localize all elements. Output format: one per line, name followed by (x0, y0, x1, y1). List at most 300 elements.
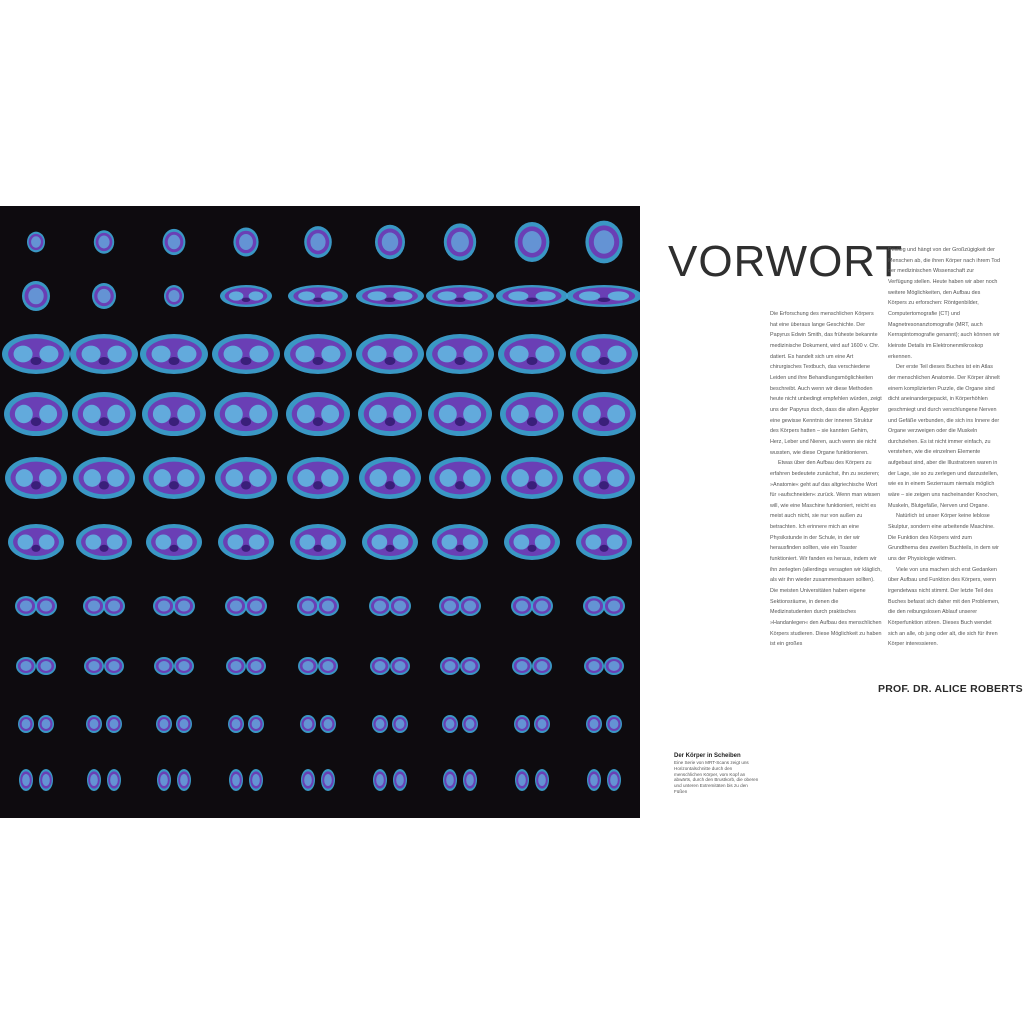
slice-spine (455, 417, 465, 426)
slice-core (251, 661, 262, 671)
slice-core (169, 290, 180, 302)
slice-core (31, 236, 41, 247)
slice-core (97, 289, 110, 303)
mri-slice (27, 232, 45, 253)
slice-organ (583, 405, 601, 423)
paragraph: Die Erforschung des menschlichen Körpers hat eine überaus lange Geschichte. Der Papyrus Edwin Smith, das früheste bekannte medizinische Dokument, wird auf 1600 v. Chr. datiert. Es handelt sich um eine Art chirurgisches Textbuch, das verschiedene Leiden und ihre Behandlungsmöglichkeiten beschreibt. Auch wenn wir diese Methoden heute nicht unbedingt empfehlen würden, zeigt uns der Papyrus doch, dass die alten Ägypter eine gewisse Kenntnis der inneren Struktur des Körpers hatten – sie kannten Gehirn, Herz, Leber und Nieren, auch wenn sie nicht wussten, wie diese Organe funktionieren. (770, 311, 882, 456)
slice-organ (177, 405, 195, 423)
mri-slice (218, 524, 274, 560)
slice-spine (455, 298, 466, 302)
slice-organ (536, 291, 556, 300)
slice-core (322, 601, 334, 612)
mri-slice (426, 334, 494, 374)
slice-core (90, 774, 98, 786)
slice-organ (463, 405, 481, 423)
slice-spine (313, 481, 323, 489)
slice-spine (528, 545, 537, 552)
slice-organ (607, 346, 626, 363)
mri-slice (443, 769, 477, 791)
slice-spine (31, 417, 41, 426)
slice-spine (455, 357, 466, 365)
slice-organ (298, 291, 315, 300)
mri-slice (4, 392, 68, 436)
slice-core (178, 601, 190, 612)
mri-slice (287, 457, 349, 499)
mri-slice (297, 596, 339, 616)
mri-scan-figure (0, 206, 640, 818)
slice-organ (225, 405, 243, 423)
slice-spine (599, 417, 609, 426)
paragraph: Viele von uns machen sich erst Gedanken über Aufbau und Funktion des Körpers, wenn irgendetwas nicht stimmt. Der letzte Teil des Buches befasst sich daher mit den Problemen, die den reibungslosen Ablauf unserer Körperfunktion stören. Dieses Buch wendet sich an alle, ob jung oder alt, die sich für ihren Körper interessieren. (888, 566, 1000, 648)
mri-slice (286, 392, 350, 436)
slice-organ (608, 291, 629, 300)
slice-core (22, 719, 31, 729)
slice-organ (582, 346, 601, 363)
slice-organ (297, 405, 315, 423)
mri-slice (212, 334, 280, 374)
mri-slice (92, 283, 116, 309)
slice-spine (31, 481, 41, 489)
slice-spine (170, 545, 179, 552)
slice-spine (241, 417, 251, 426)
slice-core (110, 719, 119, 729)
mri-slice (584, 657, 624, 675)
slice-core (522, 231, 541, 253)
slice-core (610, 774, 618, 786)
slice-core (42, 719, 51, 729)
slice-spine (31, 357, 42, 365)
mri-slice (514, 715, 550, 733)
slice-organ (249, 405, 267, 423)
slice-organ (321, 469, 338, 487)
mri-slice (501, 457, 563, 499)
slice-organ (226, 469, 243, 487)
mri-slice (284, 334, 352, 374)
mri-slice (94, 230, 114, 253)
mri-slice (233, 228, 258, 257)
slice-core (252, 774, 260, 786)
mri-slice (356, 285, 424, 307)
slice-organ (607, 405, 625, 423)
slice-core (42, 774, 50, 786)
page-title: VORWORT (668, 237, 904, 286)
mri-slice (154, 657, 194, 675)
paragraph: Etwas über den Aufbau des Körpers zu erfahren bedeutete zunächst, ihn zu sezieren; »Anatomie« geht auf das altgriechische Wort für »aufschneiden« zurück. Wenn man wissen will, wie eine Maschine funktioniert, reicht es meist auch nicht, sie nur von außen zu betrachten. Ich erinnere mich an eine Physikstunde in der Schule, in der wir herausfinden sollten, wie ein Toaster funktioniert. Wir fanden es heraus, indem wir ihn zerlegten (allerdings versagten wir kläglich, als wir ihn wieder zusammenbauen sollten). Die meisten Universitäten haben eigene Sektionsräume, in denen die Medizinstudenten durch praktisches »Handanlegen« den Aufbau des menschlichen Körpers studieren. Diese Möglichkeit zu haben ist ein großes (770, 460, 882, 648)
paragraph: Der erste Teil dieses Buches ist ein Atlas der menschlichen Anatomie. Der Körper ähnelt einem komplizierten Puzzle, die Organe sind dicht aneinandergepackt, in Körperhöhlen geschmiegt und durch verschlungene Nerven und Gefäße verbunden, die sich ins Innere der Organe verzweigen oder die Muskeln durchziehen. Es ist nicht immer einfach, zu verstehen, wie die einzelnen Elemente aufgebaut sind, aber die Illustratoren waren in der Lage, sie so zu zerlegen und darzustellen, wie es in einem Sezierraum niemals möglich wäre – sie zeigen uns nacheinander Knochen, Muskeln, Blutgefäße, Nerven und Organe. (888, 364, 1000, 509)
slice-core (464, 601, 476, 612)
slice-organ (224, 346, 243, 363)
slice-organ (177, 469, 194, 487)
mri-slice (498, 334, 566, 374)
mri-slice (586, 715, 622, 733)
slice-core (239, 234, 253, 250)
slice-core (466, 774, 474, 786)
mri-slice (229, 769, 263, 791)
slice-core (310, 233, 325, 250)
slice-core (158, 601, 170, 612)
mri-slice (512, 657, 552, 675)
mri-slice (504, 524, 560, 560)
slice-organ (82, 346, 101, 363)
slice-core (252, 719, 261, 729)
slice-core (250, 601, 262, 612)
slice-organ (249, 469, 266, 487)
mri-slice (442, 715, 478, 733)
mri-slice (215, 457, 277, 499)
slice-core (446, 719, 455, 729)
slice-organ (393, 291, 412, 300)
slice-organ (15, 405, 33, 423)
slice-core (324, 719, 333, 729)
slice-organ (393, 346, 412, 363)
slice-core (230, 601, 242, 612)
mri-slice (228, 715, 264, 733)
mri-slice (290, 524, 346, 560)
slice-organ (535, 534, 551, 549)
slice-core (108, 601, 120, 612)
slice-core (465, 661, 476, 671)
mri-slice (2, 334, 70, 374)
slice-core (608, 601, 620, 612)
mri-slice (373, 769, 407, 791)
slice-organ (18, 534, 34, 549)
slice-spine (600, 545, 609, 552)
mri-slice (164, 285, 184, 307)
slice-organ (439, 405, 457, 423)
slice-spine (99, 417, 109, 426)
slice-core (180, 774, 188, 786)
mri-slice (583, 596, 625, 616)
slice-spine (242, 545, 251, 552)
caption-body: Eine Serie von MRT-Scans zeigt uns Horizontalschnitte durch den menschlichen Körper, vom Kopf an abwärts, durch den Brustkorb, die oberen und unteren Extremitäten bis zu den Füßen (674, 760, 759, 794)
slice-organ (39, 534, 55, 549)
slice-organ (463, 346, 482, 363)
slice-organ (368, 346, 387, 363)
mri-slice (511, 596, 553, 616)
slice-organ (511, 405, 529, 423)
mri-slice (515, 222, 550, 262)
mri-slice (16, 657, 56, 675)
slice-core (28, 288, 43, 305)
slice-organ (586, 534, 602, 549)
mri-slice (288, 285, 348, 307)
slice-organ (393, 469, 410, 487)
mri-slice (301, 769, 335, 791)
slice-core (22, 774, 30, 786)
slice-core (324, 774, 332, 786)
text-column-left (770, 309, 882, 650)
slice-spine (169, 481, 179, 489)
mri-slice (156, 715, 192, 733)
slice-spine (32, 545, 41, 552)
slice-core (376, 719, 385, 729)
mri-slice (19, 769, 53, 791)
slice-spine (455, 481, 465, 489)
slice-organ (393, 534, 409, 549)
slice-core (610, 719, 619, 729)
slice-spine (313, 357, 324, 365)
slice-organ (584, 469, 601, 487)
mri-slice (143, 457, 205, 499)
slice-core (394, 601, 406, 612)
slice-core (589, 661, 600, 671)
slice-core (444, 601, 456, 612)
slice-organ (372, 534, 388, 549)
slice-core (446, 774, 454, 786)
figure-caption (674, 752, 760, 795)
slice-spine (169, 357, 180, 365)
slice-organ (153, 405, 171, 423)
mri-slice (214, 392, 278, 436)
slice-organ (156, 534, 172, 549)
slice-spine (599, 481, 609, 489)
mri-slice (429, 457, 491, 499)
slice-organ (152, 346, 171, 363)
slice-core (231, 661, 242, 671)
slice-organ (321, 534, 337, 549)
slice-core (590, 774, 598, 786)
slice-core (609, 661, 620, 671)
mri-slice (225, 596, 267, 616)
slice-spine (169, 417, 179, 426)
slice-spine (99, 357, 110, 365)
slice-organ (535, 405, 553, 423)
slice-organ (228, 534, 244, 549)
slice-spine (313, 298, 323, 302)
mri-slice (576, 524, 632, 560)
mri-slice (86, 715, 122, 733)
slice-core (466, 719, 475, 729)
slice-core (90, 719, 99, 729)
mri-slice (369, 596, 411, 616)
slice-core (88, 601, 100, 612)
slice-organ (107, 405, 125, 423)
slice-core (109, 661, 120, 671)
slice-core (536, 601, 548, 612)
slice-organ (607, 534, 623, 549)
slice-core (517, 661, 528, 671)
slice-spine (385, 298, 396, 302)
slice-spine (456, 545, 465, 552)
mri-slice (426, 285, 494, 307)
mri-slice (573, 457, 635, 499)
slice-organ (14, 346, 33, 363)
mri-slice (496, 285, 568, 307)
slice-organ (39, 405, 57, 423)
slice-spine (99, 481, 109, 489)
slice-organ (39, 346, 58, 363)
slice-core (89, 661, 100, 671)
slice-core (588, 601, 600, 612)
mri-slice (300, 715, 336, 733)
slice-core (160, 774, 168, 786)
slice-organ (249, 534, 265, 549)
slice-organ (300, 534, 316, 549)
slice-core (304, 719, 313, 729)
slice-organ (107, 346, 126, 363)
mri-slice (358, 392, 422, 436)
slice-organ (298, 469, 315, 487)
slice-organ (177, 346, 196, 363)
slice-organ (83, 405, 101, 423)
mri-slice (73, 457, 135, 499)
slice-organ (154, 469, 171, 487)
slice-core (382, 233, 399, 252)
slice-spine (386, 545, 395, 552)
mri-slice (356, 334, 424, 374)
slice-spine (526, 298, 538, 302)
slice-core (20, 601, 32, 612)
slice-core (98, 236, 109, 249)
mri-slice (570, 334, 638, 374)
mri-slice (163, 229, 186, 255)
slice-organ (296, 346, 315, 363)
slice-core (396, 719, 405, 729)
slice-core (168, 235, 181, 249)
slice-organ (463, 534, 479, 549)
mri-slice (70, 334, 138, 374)
mri-slice (15, 596, 57, 616)
slice-core (516, 601, 528, 612)
mri-slice (87, 769, 121, 791)
mri-slice (515, 769, 549, 791)
slice-organ (39, 469, 56, 487)
slice-spine (527, 357, 538, 365)
slice-organ (393, 405, 411, 423)
slice-organ (514, 534, 530, 549)
mri-slice (22, 281, 50, 311)
slice-organ (369, 405, 387, 423)
slice-organ (438, 346, 457, 363)
mri-slice (566, 285, 640, 307)
slice-core (179, 661, 190, 671)
slice-organ (86, 534, 102, 549)
mri-slice (76, 524, 132, 560)
mri-slice (587, 769, 621, 791)
mri-slice (298, 657, 338, 675)
slice-spine (100, 545, 109, 552)
slice-core (396, 774, 404, 786)
mri-slice (72, 392, 136, 436)
slice-core (40, 601, 52, 612)
slice-core (518, 774, 526, 786)
mri-slice (428, 392, 492, 436)
slice-organ (370, 469, 387, 487)
slice-organ (84, 469, 101, 487)
slice-organ (508, 291, 528, 300)
slice-core (323, 661, 334, 671)
slice-organ (438, 291, 457, 300)
slice-organ (321, 405, 339, 423)
mri-slice (83, 596, 125, 616)
slice-organ (607, 469, 624, 487)
author-signature: PROF. DR. ALICE ROBERTS (878, 683, 1023, 695)
mri-slices-grid (0, 206, 640, 818)
slice-core (159, 661, 170, 671)
slice-core (232, 719, 241, 729)
mri-slice (18, 715, 54, 733)
caption-title: Der Körper in Scheiben (674, 753, 741, 759)
slice-organ (321, 346, 340, 363)
slice-organ (463, 469, 480, 487)
slice-organ (229, 291, 244, 300)
slice-organ (107, 534, 123, 549)
slice-spine (598, 298, 610, 302)
slice-organ (512, 469, 529, 487)
slice-core (41, 661, 52, 671)
mri-slice (142, 392, 206, 436)
mri-slice (372, 715, 408, 733)
slice-organ (107, 469, 124, 487)
slice-organ (440, 469, 457, 487)
slice-spine (527, 417, 537, 426)
slice-spine (385, 481, 395, 489)
slice-core (374, 601, 386, 612)
mri-slice (572, 392, 636, 436)
slice-spine (242, 298, 250, 302)
slice-organ (535, 346, 554, 363)
slice-organ (177, 534, 193, 549)
slice-organ (463, 291, 482, 300)
slice-spine (527, 481, 537, 489)
mri-slice (432, 524, 488, 560)
slice-core (376, 774, 384, 786)
slice-spine (241, 357, 252, 365)
slice-organ (535, 469, 552, 487)
slice-core (375, 661, 386, 671)
mri-slice (370, 657, 410, 675)
mri-slice (585, 221, 622, 264)
slice-organ (442, 534, 458, 549)
mri-slice (226, 657, 266, 675)
mri-slice (439, 596, 481, 616)
mri-slice (84, 657, 124, 675)
mri-slice (146, 524, 202, 560)
slice-organ (249, 291, 264, 300)
slice-core (518, 719, 527, 729)
mri-slice (157, 769, 191, 791)
text-column-right (888, 245, 1000, 650)
mri-slice (8, 524, 64, 560)
slice-core (160, 719, 169, 729)
slice-core (304, 774, 312, 786)
mri-slice (362, 524, 418, 560)
slice-core (395, 661, 406, 671)
mri-slice (304, 226, 332, 258)
mri-slice (500, 392, 564, 436)
slice-core (538, 774, 546, 786)
slice-spine (313, 417, 323, 426)
slice-core (594, 230, 614, 254)
slice-core (21, 661, 32, 671)
slice-organ (16, 469, 33, 487)
mri-slice (153, 596, 195, 616)
slice-organ (321, 291, 338, 300)
mri-slice (359, 457, 421, 499)
mri-slice (140, 334, 208, 374)
slice-core (180, 719, 189, 729)
slice-core (303, 661, 314, 671)
slice-spine (385, 357, 396, 365)
slice-spine (314, 545, 323, 552)
slice-spine (599, 357, 610, 365)
slice-core (302, 601, 314, 612)
slice-core (445, 661, 456, 671)
mri-slice (375, 225, 405, 260)
mri-slice (444, 223, 476, 260)
mri-slice (220, 285, 272, 307)
mri-slice (440, 657, 480, 675)
